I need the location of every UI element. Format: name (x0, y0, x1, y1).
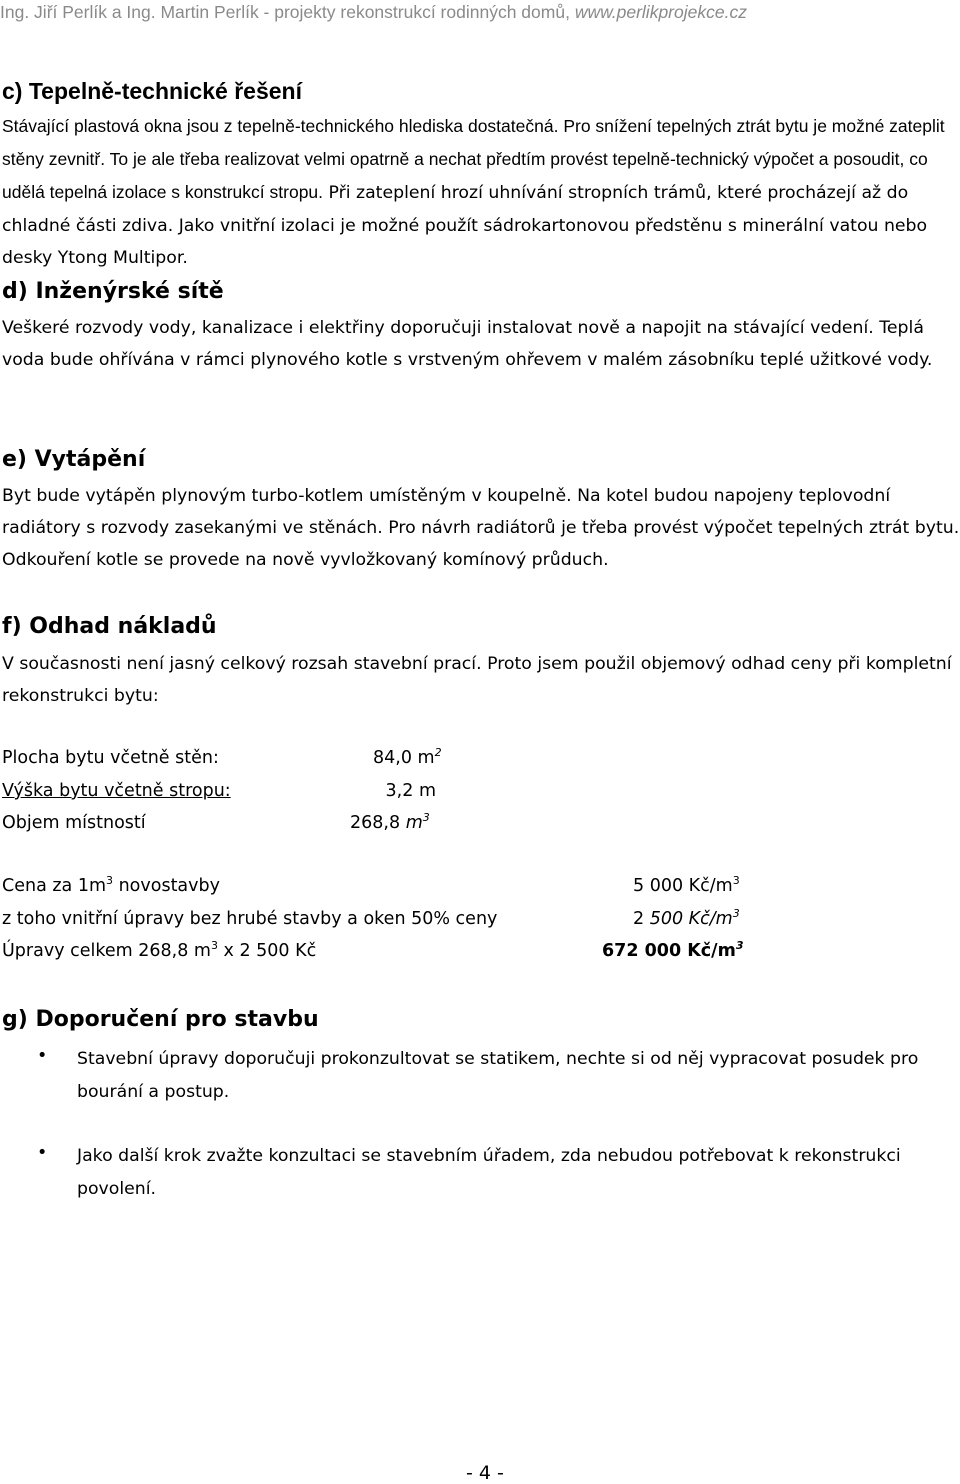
heading-section-g: g) Doporučení pro stavbu (2, 1007, 319, 1032)
header-website: www.perlikprojekce.cz (574, 2, 747, 22)
paragraph-section-c-part1: Stávající plastová okna jsou z tepelně-technického hlediska dostatečná. Pro snížení tepelných ztrát bytu je možné zateplit stěny zevnitř. To je ale třeba realizovat velmi opatrně a nechat předtím provést tepelně-technický výpočet a posoudit, co udělá tepelná izolace s konstrukcí stropu. (2, 116, 945, 203)
new-build-value-exp: 3 (732, 874, 740, 888)
heading-section-c: c) Tepelně-technické řešení (2, 78, 302, 104)
total-value-exp: 3 (735, 939, 744, 953)
area-value (373, 748, 442, 768)
new-build-label-exp: 3 (106, 874, 114, 888)
area-label: Plocha bytu včetně stěn: (2, 748, 219, 768)
new-build-label (2, 876, 220, 896)
height-label: Výška bytu včetně stropu: (2, 781, 231, 801)
new-build-label-text: Cena za 1m (2, 876, 107, 896)
bullet-marker: • (37, 1143, 48, 1163)
header-authors: Ing. Jiří Perlík a Ing. Martin Perlík - projekty rekonstrukcí rodinných domů, (0, 2, 575, 22)
interior-value-a: 2 (633, 909, 650, 929)
heading-section-e: e) Vytápění (2, 447, 146, 472)
heading-section-f: f) Odhad nákladů (2, 614, 217, 639)
new-build-value (633, 876, 740, 896)
paragraph-section-c (2, 110, 960, 274)
paragraph-section-e: Byt bude vytápěn plynovým turbo-kotlem umístěným v koupelně. Na kotel budou napojeny teplovodní radiátory s rozvody zasekanými ve stěnách. Pro návrh radiátorů je třeba provést výpočet tepelných ztrát bytu. Odkouření kotle se provede na nově vyvložkovaný komínový průduch. (2, 486, 960, 571)
height-value: 3,2 m (385, 781, 436, 801)
list-item: Jako další krok zvažte konzultaci se stavebním úřadem, zda nebudou potřebovat k rekonstrukci povolení. (77, 1146, 901, 1199)
volume-unit: m (405, 813, 423, 833)
paragraph-section-d: Veškeré rozvody vody, kanalizace i elektřiny doporučuji instalovat nově a napojit na stávající vedení. Teplá voda bude ohřívána v rámci plynového kotle s vrstveným ohřevem v malém zásobníku teplé užitkové vody. (2, 318, 933, 371)
new-build-value-text: 5 000 Kč/m (633, 876, 733, 896)
total-label-exp: 3 (210, 939, 218, 953)
height-row (2, 781, 436, 801)
page-header (0, 2, 747, 23)
heading-section-d: d) Inženýrské sítě (2, 279, 224, 304)
bullet-marker: • (37, 1046, 48, 1066)
interior-label: z toho vnitřní úpravy bez hrubé stavby a oken 50% ceny (2, 909, 498, 929)
page-number: - 4 - (466, 1462, 504, 1484)
paragraph-section-f: V současnosti není jasný celkový rozsah stavební prací. Proto jsem použil objemový odhad ceny při kompletní rekonstrukci bytu: (2, 654, 952, 707)
total-value (602, 941, 743, 961)
area-value-exp: 2 (434, 746, 442, 760)
interior-value (633, 909, 740, 929)
volume-label: Objem místností (2, 813, 146, 833)
volume-value (350, 813, 430, 833)
new-build-label-rest: novostavby (113, 876, 220, 896)
interior-value-exp: 3 (732, 907, 740, 921)
total-label-text: Úpravy celkem 268,8 m (2, 941, 211, 961)
volume-exp: 3 (422, 811, 430, 825)
total-value-text: 672 000 Kč/m (602, 941, 736, 961)
area-value-text: 84,0 m (373, 748, 435, 768)
volume-value-text: 268,8 (350, 813, 401, 833)
interior-value-b: 500 Kč/m (649, 909, 733, 929)
total-label-rest: x 2 500 Kč (217, 941, 317, 961)
paragraph-section-c-part2: Při zateplení hrozí uhnívání stropních trámů, které procházejí až do chladné části zdiva. Jako vnitřní izolaci je možné použít sádrokartonovou předstěnu s minerální vatou nebo desky Ytong Multipor. (2, 183, 928, 268)
total-label (2, 941, 316, 961)
list-item: Stavební úpravy doporučuji prokonzultovat se statikem, nechte si od něj vypracovat posudek pro bourání a postup. (77, 1049, 919, 1102)
